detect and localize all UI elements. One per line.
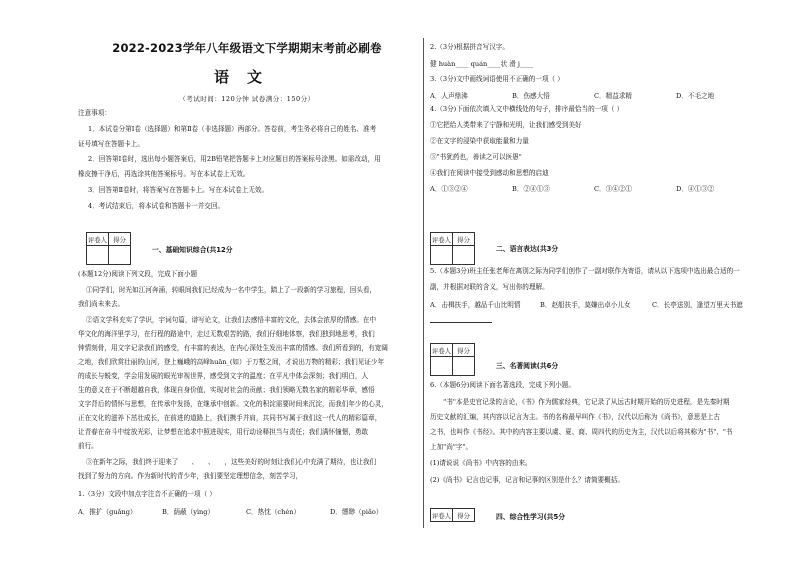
question-2: 2.（3分)根据拼音写汉字。 — [430, 43, 509, 51]
section-title-1: 一、基础知识综合(共12分 — [152, 246, 233, 254]
question-1-options — [78, 506, 416, 516]
note-line: 2．回答第Ⅰ卷时，选出每小题答案后，用2B铅笔把答题卡上对应题目的答案标号涂黑。如需改动，用 — [88, 155, 381, 163]
page-title: 2022-2023学年八年级语文下学期期末考前必刷卷 — [112, 41, 382, 55]
option-d: D．不毛之地 — [676, 92, 715, 100]
question-1: 1.（3分）文段中加点字注音不正确的一项（ ） — [78, 490, 216, 498]
score-box-score-label: 得分 — [453, 233, 475, 246]
option-a: A．推扩（guǎng） — [78, 508, 137, 516]
exam-meta: （考试时间：120分钟 试卷满分：150分） — [179, 95, 315, 103]
passage-line: 我们尚未来去。 — [78, 300, 125, 308]
score-box-cell — [453, 246, 475, 265]
score-box-grader-label: 评卷人 — [87, 233, 109, 246]
passage-line: ①同学们，时光如江河奔涌，转眼间我们已经成为一名中学生，踏上了一段新的学习旅程，回头看， — [86, 286, 377, 294]
passage-line: 让青春在奋斗中绽放光彩，让梦想在追求中照进现实，用行动诠释担当与责任；我们满怀憧憬，勇敢 — [78, 428, 369, 436]
option-d: D．缥缈（piǎo） — [330, 508, 383, 516]
option-c: C．长亭送别，逢望万里天书遮 — [652, 301, 743, 309]
option-b: B．②④①③ — [512, 185, 550, 193]
score-box-cell — [453, 357, 475, 376]
note-line: 橡皮擦干净后，再选涂其他答案标号。写在本试卷上无效。 — [78, 170, 250, 178]
passage-line: 文字背后的情怀与思想，在传承中发扬，在继承中创新。文化的积淀需要时间来沉淀，而我们年少的心灵， — [78, 400, 388, 408]
note-line: 证号填写在答题卡上。 — [78, 140, 144, 148]
passage-line: ③在新年之际，我们终于迎来了 、 、 ，这些美好的时刻让我们心中充满了期待，也让我们 — [86, 458, 377, 466]
option-a: A．①③②④ — [430, 185, 468, 193]
subject-title: 语文 — [213, 68, 280, 86]
option-b: B．赵船扶手，莫嫌出卓小儿女 — [540, 301, 631, 309]
question-4-item: ②在文字的浸染中获取能量和力量 — [430, 137, 529, 145]
question-3-options — [430, 90, 760, 100]
reading-line: 之书，也叫作《书经》。其中的内容主要以虞、夏、商、周四代的历史为主，汉代以后将其称为"书"、"书 — [430, 428, 733, 436]
score-box — [430, 508, 475, 522]
passage-line: 之地，我们欣赏壮丽的山河，登上巍峨的高峰huān_(如）于万壑之间，才说出万物的精彩；我们见证少年 — [78, 358, 385, 366]
question-6-part-2: (2)《尚书》记言也记事，记言和记事的区别是什么？请简要概括。 — [430, 476, 624, 484]
option-c: C．精益求精 — [594, 92, 633, 100]
passage-line: 华文化的海洋里学习，在行程的路途中，走过无数艰苦的路，我们仔细地体察，我们独到地思考，我们 — [78, 330, 375, 338]
score-box-cell — [109, 246, 131, 265]
question-4-options — [430, 183, 760, 193]
score-box-cell — [431, 357, 453, 376]
score-box-score-label: 得分 — [453, 509, 475, 522]
score-box-cell — [431, 246, 453, 265]
question-3: 3.（3分)文中画线词语使用不正确的一项（ ） — [430, 75, 564, 83]
note-line: 3．回答第Ⅱ卷时，将答案写在答题卡上。写在本试卷上无效。 — [88, 186, 269, 194]
score-box-grader-label: 评卷人 — [431, 233, 453, 246]
option-a: A．人声鼎沸 — [430, 92, 468, 100]
score-box-grader-label: 评卷人 — [431, 344, 453, 357]
question-2-fill: 健 huàn____ quán____状 滑 j____ — [430, 60, 534, 68]
score-box — [430, 343, 475, 376]
question-6: 6.（本题6分)阅读下面名著选段，完成下列小题。 — [430, 381, 575, 389]
column-divider — [423, 38, 424, 528]
score-box — [430, 232, 475, 265]
question-4-item: ③"书犹药也，善读之可以医愚" — [430, 153, 522, 161]
section-title-3: 三、名著阅读(共6分 — [496, 362, 559, 370]
passage-line: 正在文化的滋养下茁壮成长，在前进的道路上，我们携手并肩，共同书写属于我们这一代人的精彩篇章， — [78, 414, 382, 422]
question-6-part-1: (1)请说说《尚书》中内容的由来。 — [430, 459, 532, 467]
option-d: D．④①③② — [676, 185, 715, 193]
passage-line: 钟情刻骨，用文字记录我们的感受，有丰富的表达，在内心深处生发出丰富的情感。我们所看到的，有宽阔 — [78, 344, 388, 352]
note-line: 4．考试结束后，将本试卷和答题卡一并交回。 — [88, 202, 225, 210]
question-4: 4.（3分)下面依次填入文中横线处的句子，排序最恰当的一项（ ） — [430, 105, 624, 113]
answer-line — [430, 322, 492, 323]
passage-line: 前行。 — [78, 442, 98, 450]
score-box-score-label: 得分 — [453, 344, 475, 357]
passage-intro: (本题12分)阅读下列文段，完成下面小题 — [78, 270, 198, 278]
question-5: 副，并根据对联的含义，写出你的理解。 — [430, 283, 549, 291]
option-a: A．击楫扶手，越品千山比明情 — [430, 301, 521, 309]
option-b: B．伤感大悟 — [512, 92, 550, 100]
question-4-item: ④我们在阅读中接受到感动和思想的启迪 — [430, 169, 549, 177]
option-c: C．热忱（chén） — [246, 508, 301, 516]
option-b: B．荫蔽（yìng） — [162, 508, 215, 516]
reading-line: "书"本是史官记录的言论，《书》作为儒家经典，它记录了从远古时期开始的历史进程，是先秦时期 — [430, 398, 730, 406]
question-4-item: ①它把给人类带来了宁静和光明，让我们感受到美好 — [430, 121, 582, 129]
score-box-cell — [87, 246, 109, 265]
note-line: 1．本试卷分第Ⅰ卷（选择题）和第Ⅱ卷（非选择题）两部分。答卷前，考生务必将自己的姓名、准考 — [88, 125, 377, 133]
notes-heading: 注意事项： — [78, 109, 111, 117]
question-5-options — [430, 299, 760, 309]
question-5: 5.（本题3分)班主任张老师在离别之际为同学们创作了一副对联作为寄语，请从以下选项中选出最合适的一 — [430, 267, 740, 275]
section-title-4: 四、综合性学习(共5分 — [496, 513, 566, 521]
score-box-score-label: 得分 — [109, 233, 131, 246]
passage-line: 找到了努力的方向。作为新时代的青少年，我们要坚定理想信念，刻苦学习， — [78, 472, 303, 480]
option-c: C．③④②① — [594, 185, 633, 193]
passage-line: ②语文学科充实了学识，宇词句篇，谱写论文，让我们去感悟丰富的文化，去体会浓厚的情感。在中 — [86, 316, 377, 324]
score-box — [86, 232, 131, 265]
passage-line: 生的意义在于不断超越自我，体现自身价值，实现对社会的贡献；我们领略无数名家的精彩华章，感悟 — [78, 386, 375, 394]
reading-line: 上加"尚"字"。 — [430, 443, 473, 451]
section-title-2: 二、语言表达(共3分 — [496, 245, 559, 253]
reading-line: 历史文献的汇编，其内容以记言为主。书的名称最早叫作《书》，汉代以后称为《尚书》，意思是上古 — [430, 413, 721, 421]
score-box-grader-label: 评卷人 — [431, 509, 453, 522]
passage-line: 的成长与蜕变，学会用发展的眼光审视世界，感受到文字的温度；在平凡中体会深刻；我们明白，人 — [78, 372, 369, 380]
